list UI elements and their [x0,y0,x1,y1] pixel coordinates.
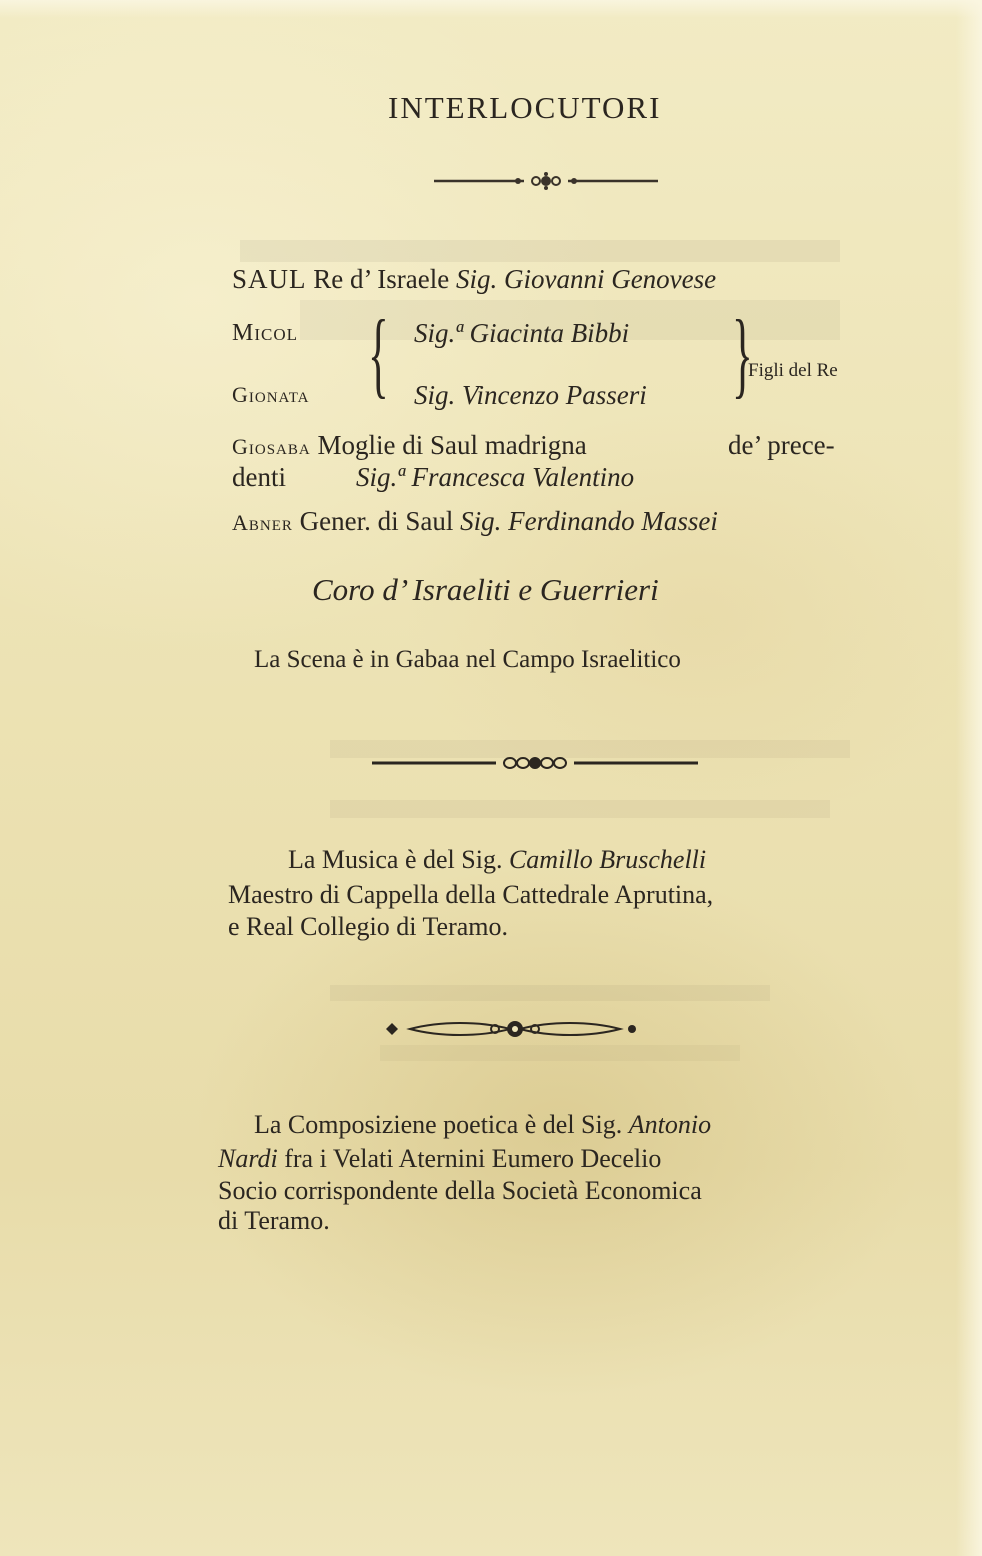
honorific: Sig.ª [356,462,405,492]
show-through-band [330,985,770,1001]
role-description: Gener. di Saul [299,506,454,536]
performer-name: Ferdinando Massei [508,506,718,536]
cast-abner [232,506,718,537]
role-name: Micol [232,320,299,346]
page-edge [956,0,982,1556]
role-description: Re d’ Israele [313,264,450,294]
honorific: Sig. [460,506,502,536]
cast-micol-performer [414,318,629,349]
performer-name: Vincenzo Passeri [462,380,647,410]
show-through-band [240,240,840,262]
music-credit-line-2: Maestro di Cappella della Cattedrale Aprutina, [228,880,714,909]
honorific: Sig. [414,380,456,410]
role-description-end: de’ prece- [728,430,835,460]
performer-name: Francesca Valentino [411,462,635,492]
honorific: Sig. [455,264,498,294]
ornament-divider-bottom [380,1014,650,1044]
chorus-line: Coro d’ Israeliti e Guerrieri [312,572,659,607]
role-description: Moglie di Saul madrigna [317,430,587,460]
poetry-credit-line-4: di Teramo. [218,1206,330,1235]
ornament-divider-top [432,170,660,192]
music-credit-line-1 [288,845,706,875]
role-name: Gionata [232,382,310,407]
poetry-credit-line-2 [218,1144,661,1174]
role-description-cont: denti [232,462,286,492]
music-credit-prefix: La Musica è del Sig. [288,845,503,874]
cast-gionata-performer [414,380,647,411]
role-name: SAUL [232,264,307,294]
composer-name: Camillo Bruschelli [508,845,707,874]
author-last-name: Nardi [218,1144,278,1173]
cast-giosaba [232,430,587,461]
setting-line: La Scena è in Gabaa nel Campo Israelitico [254,646,681,673]
ornament-divider-middle [370,752,700,774]
performer-name: Giacinta Bibbi [469,318,630,348]
author-first-name: Antonio [628,1110,712,1139]
poetry-credit-prefix: La Composiziene poetica è del Sig. [254,1110,623,1139]
left-brace: { [368,300,389,407]
show-through-band [330,800,830,818]
poetry-credit-line-3: Socio corrispondente della Società Economica [218,1176,702,1205]
cast-giosaba-line2 [232,462,286,493]
cast-giosaba-performer [356,462,634,493]
performer-name: Giovanni Genovese [503,264,717,294]
role-name: Abner [232,510,293,535]
page-title: INTERLOCUTORI [388,90,662,125]
role-name: Giosaba [232,434,311,459]
honorific: Sig.ª [414,318,463,348]
show-through-band [380,1045,740,1061]
poetry-credit-line-1 [254,1110,711,1140]
group-note: Figli del Re [748,360,838,381]
page-edge-top [0,0,982,18]
music-credit-line-3: e Real Collegio di Teramo. [228,912,509,941]
cast-saul [232,264,716,295]
poetry-credit-line-2-rest: fra i Velati Aternini Eumero Decelio [284,1144,662,1173]
right-brace: } [732,300,753,407]
